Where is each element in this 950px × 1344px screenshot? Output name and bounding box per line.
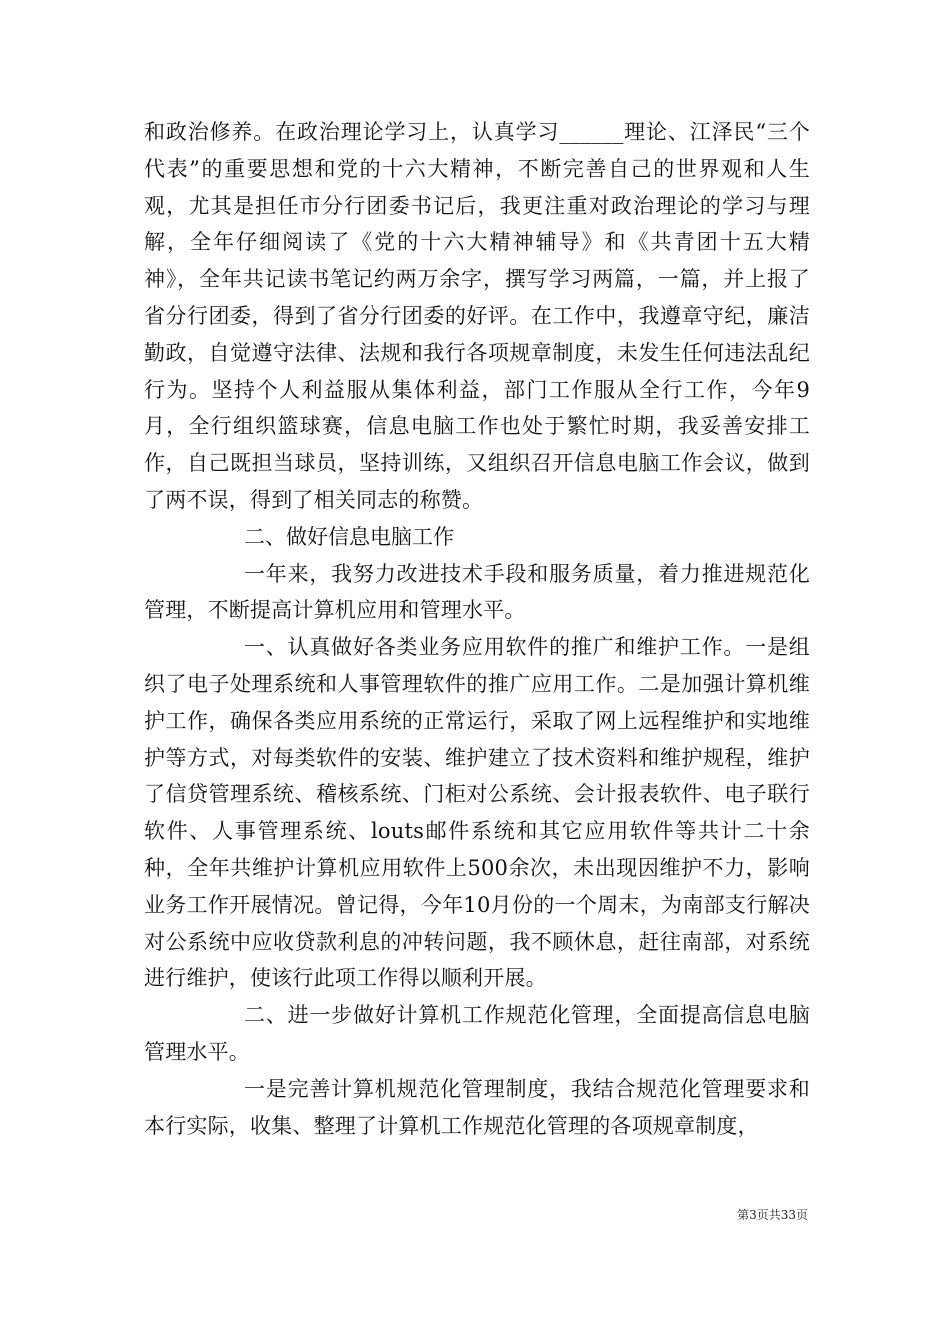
document-body bbox=[144, 114, 810, 1144]
page-number-footer: 第3页共33页 bbox=[737, 1208, 808, 1222]
paragraph-it-overview: 一年来，我努力改进技术手段和服务质量，着力推进规范化管理，不断提高计算机应用和管理水平。 bbox=[144, 561, 810, 623]
section-heading-it-work: 二、做好信息电脑工作 bbox=[244, 524, 454, 549]
paragraph-management-rules: 一是完善计算机规范化管理制度，我结合规范化管理要求和本行实际，收集、整理了计算机工作规范化管理的各项规章制度， bbox=[144, 1076, 810, 1138]
paragraph-standardized-management: 二、进一步做好计算机工作规范化管理，全面提高信息电脑管理水平。 bbox=[144, 1003, 810, 1064]
paragraph-software-maintenance: 一、认真做好各类业务应用软件的推广和维护工作。一是组织了电子处理系统和人事管理软件的推广应用工作。二是加强计算机维护工作，确保各类应用系统的正常运行，采取了网上远程维护和实地维护等方式，对每类软件的安装、维护建立了技术资料和维护规程，维护了信贷管理系统、稽核系统、门柜对公系统、会计报表软件、电子联行软件、人事管理系统、louts邮件系统和其它应用软件等共计二十余种，全年共维护计算机应用软件上500余次，未出现因维护不力，影响业务工作开展情况。曾记得，今年10月份的一个周末，为南部支行解决对公系统中应收贷款利息的冲转问题，我不顾休息，赶往南部，对系统进行维护，使该行此项工作得以顺利开展。 bbox=[144, 635, 810, 991]
paragraph-political-study: 和政治修养。在政治理论学习上，认真学习______理论、江泽民“三个代表”的重要思想和党的十六大精神，不断完善自己的世界观和人生观，尤其是担任市分行团委书记后，我更注重对政治理论的学习与理解，全年仔细阅读了《党的十六大精神辅导》和《共青团十五大精神》，全年共记读书笔记约两万余字，撰写学习两篇，一篇，并上报了省分行团委，得到了省分行团委的好评。在工作中，我遵章守纪，廉洁勤政，自觉遵守法律、法规和我行各项规章制度，未发生任何违法乱纪行为。坚持个人利益服从集体利益，部门工作服从全行工作，今年9月，全行组织篮球赛，信息电脑工作也处于繁忙时期，我妥善安排工作，自己既担当球员，坚持训练，又组织召开信息电脑工作会议，做到了两不误，得到了相关同志的称赞。 bbox=[144, 120, 810, 512]
